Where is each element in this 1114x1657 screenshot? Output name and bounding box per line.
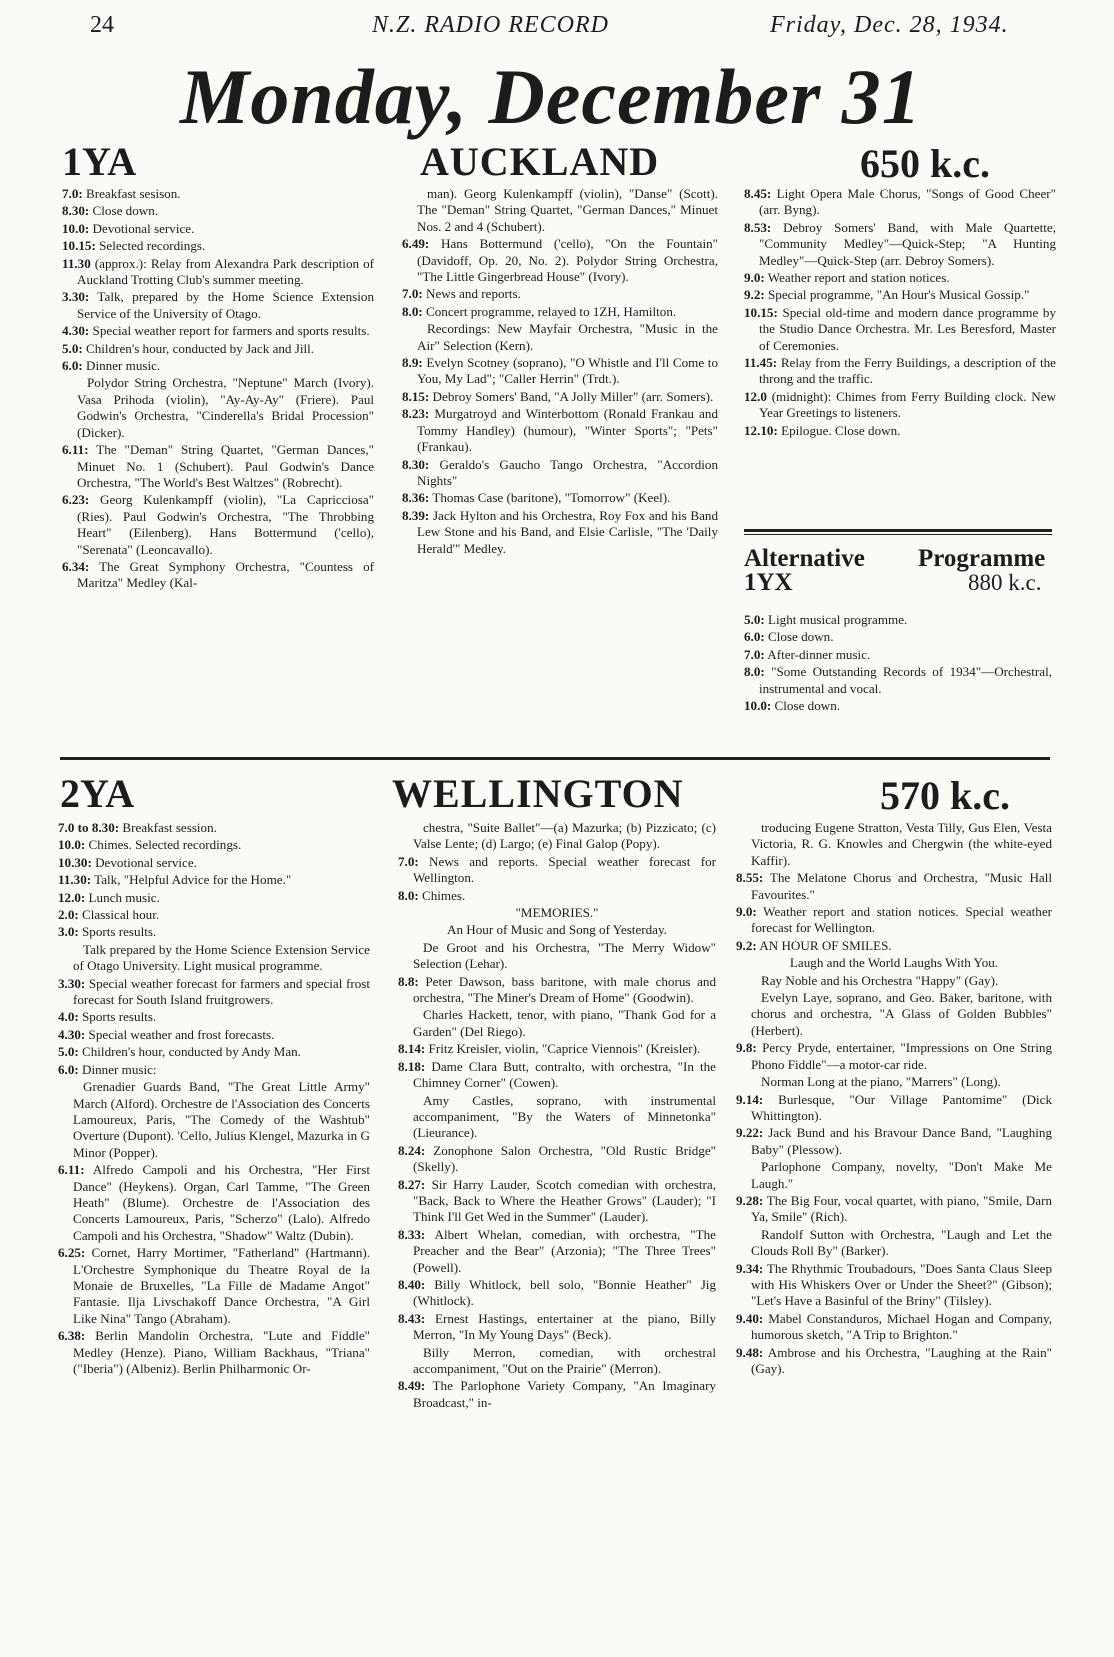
entry-time: 8.27: xyxy=(398,1176,426,1192)
entry-time: 8.15: xyxy=(402,388,430,404)
entry-text: Dinner music. xyxy=(82,358,161,374)
divider xyxy=(744,529,1052,532)
entry-time: 9.40: xyxy=(736,1310,764,1326)
entry-text: Recordings: New Mayfair Orchestra, "Music in the Air" Selection (Kern). xyxy=(417,321,718,353)
program-entry xyxy=(58,1245,370,1327)
entry-time: 6.0: xyxy=(744,629,765,645)
program-entry xyxy=(402,457,718,490)
entry-time: 8.55: xyxy=(736,870,764,886)
program-entry xyxy=(398,922,716,938)
alternative-heading: Alternative xyxy=(744,545,865,572)
entry-time: 4.30: xyxy=(62,323,90,339)
entry-text: Close down. xyxy=(89,203,159,219)
program-entry xyxy=(736,1261,1052,1310)
entry-time: 11.30 xyxy=(62,255,91,271)
entry-text: Special old-time and modern dance programme by the Studio Dance Orchestra. Mr. Les Beresford, Master of Ceremonies. xyxy=(759,304,1056,353)
program-entry xyxy=(398,854,716,887)
program-entry xyxy=(736,1074,1052,1090)
program-entry xyxy=(736,973,1052,989)
entry-time: 9.34: xyxy=(736,1260,764,1276)
entry-text: Thomas Case (baritone), "Tomorrow" (Keel). xyxy=(429,490,671,506)
program-entry xyxy=(62,492,374,558)
entry-time: 9.28: xyxy=(736,1192,764,1208)
entry-text: (midnight): Chimes from Ferry Building clock. New Year Greetings to listeners. xyxy=(759,388,1056,421)
entry-text: News and reports. xyxy=(422,286,521,302)
entry-text: Polydor String Orchestra, "Neptune" March (Ivory). Vasa Prihoda (violin), "Ay-Ay-Ay" (Friere). Paul Godwin's Orchestra, "Cinderella's Bridal Procession" (Dicker). xyxy=(77,375,374,440)
entry-text: chestra, "Suite Ballet"—(a) Mazurka; (b) Pizzicato; (c) Valse Lente; (d) Largo; (e) Final Galop (Popy). xyxy=(413,820,716,852)
entry-text: The Great Symphony Orchestra, "Countess of Maritza" Medley (Kal- xyxy=(77,558,374,591)
program-entry xyxy=(744,355,1056,388)
entry-time: 9.48: xyxy=(736,1344,764,1360)
station-frequency-570: 570 k.c. xyxy=(880,773,1010,818)
entry-text: "MEMORIES." xyxy=(515,905,599,921)
program-entry xyxy=(398,1093,716,1142)
program-column-1yx xyxy=(744,612,1052,715)
program-entry xyxy=(62,341,374,357)
program-entry xyxy=(402,321,718,354)
entry-text: Ernest Hastings, entertainer at the piano, Billy Merron, "In My Young Days" (Beck). xyxy=(413,1310,716,1343)
entry-time: 8.9: xyxy=(402,355,423,371)
program-entry xyxy=(402,508,718,557)
program-entry xyxy=(58,855,370,871)
program-entry xyxy=(398,1345,716,1378)
program-entry xyxy=(398,1059,716,1092)
program-entry xyxy=(58,872,370,888)
program-entry xyxy=(744,647,1052,663)
entry-text: Ambrose and his Orchestra, "Laughing at the Rain" (Gay). xyxy=(751,1344,1052,1376)
program-entry xyxy=(398,974,716,1007)
program-entry xyxy=(58,1079,370,1161)
program-entry xyxy=(58,1062,370,1078)
entry-text: Dame Clara Butt, contralto, with orchestra, "In the Chimney Corner" (Cowen). xyxy=(413,1058,716,1091)
entry-text: Amy Castles, soprano, with instrumental accompaniment, "By the Waters of Minnetonka" (Lieurance). xyxy=(413,1092,716,1141)
entry-time: 8.39: xyxy=(402,507,430,523)
entry-time: 10.30: xyxy=(58,854,92,870)
program-entry xyxy=(744,698,1052,714)
entry-text: Weather report and station notices. xyxy=(764,270,950,286)
entry-text: "Some Outstanding Records of 1934"—Orchestral, instrumental and vocal. xyxy=(759,664,1052,696)
program-entry xyxy=(402,186,718,235)
entry-time: 6.0: xyxy=(62,358,83,374)
entry-text: Sports results. xyxy=(78,924,157,940)
station-callsign-2ya: 2YA xyxy=(60,771,135,816)
program-entry xyxy=(736,1227,1052,1260)
program-entry xyxy=(402,406,718,455)
entry-text: Charles Hackett, tenor, with piano, "Thank God for a Garden" (Del Riego). xyxy=(413,1007,716,1039)
program-column-2ya-3 xyxy=(736,820,1052,1378)
station-callsign-1yx: 1YX xyxy=(744,569,793,596)
divider xyxy=(744,534,1052,535)
entry-time: 7.0: xyxy=(744,646,765,662)
entry-text: Geraldo's Gaucho Tango Orchestra, "Accordion Nights" xyxy=(417,456,718,488)
program-entry xyxy=(744,305,1056,354)
entry-time: 8.30: xyxy=(402,456,430,472)
program-entry xyxy=(62,559,374,592)
station-callsign-1ya: 1YA xyxy=(62,139,137,184)
entry-time: 4.0: xyxy=(58,1009,79,1025)
entry-time: 6.11: xyxy=(62,442,89,458)
entry-time: 6.0: xyxy=(58,1061,79,1077)
entry-time: 8.36: xyxy=(402,490,430,506)
entry-text: Cornet, Harry Mortimer, "Fatherland" (Hartmann). L'Orchestre Symphonique du Theatre Royal de la Monaie de Bruxelles, "La Fille de Madame Angot" Fantasie. Ilja Livschakoff Dance Orchestra, "A Girl Like Nina" Tango (Abraham). xyxy=(73,1245,370,1326)
program-entry xyxy=(62,323,374,339)
entry-text: Randolf Sutton with Orchestra, "Laugh and Let the Clouds Roll By" (Barker). xyxy=(751,1226,1052,1259)
entry-text: Hans Bottermund ('cello), "On the Fountain" (Davidoff, Op. 20, No. 2). Polydor String Orchestra, "The Little Gingerbread House" (Ivory). xyxy=(417,236,718,285)
entry-text: (approx.): Relay from Alexandra Park description of Auckland Trotting Club's summer meeting. xyxy=(77,255,374,288)
program-entry xyxy=(744,664,1052,697)
entry-time: 10.15: xyxy=(62,238,96,254)
program-column-1ya-1 xyxy=(62,186,374,593)
program-entry xyxy=(398,1277,716,1310)
entry-text: Evelyn Laye, soprano, and Geo. Baker, baritone, with chorus and orchestra, "A Glass of Golden Bubbles" (Herbert). xyxy=(751,990,1052,1038)
entry-time: 7.0: xyxy=(402,286,423,302)
program-entry xyxy=(398,1311,716,1344)
program-entry xyxy=(402,286,718,302)
entry-text: Devotional service. xyxy=(91,854,197,870)
program-entry xyxy=(398,1143,716,1176)
entry-text: Light musical programme. xyxy=(764,612,908,627)
program-entry xyxy=(736,1159,1052,1192)
entry-text: Norman Long at the piano, "Marrers" (Long). xyxy=(761,1074,1001,1090)
program-entry xyxy=(398,888,716,904)
program-column-1ya-3 xyxy=(744,186,1056,440)
entry-time: 11.30: xyxy=(58,872,92,888)
program-entry xyxy=(62,238,374,254)
entry-text: Georg Kulenkampff (violin), "La Capricciosa" (Ries). Paul Godwin's Orchestra, "The Throbbing Heart" (Eilenberg). Hans Bottermund ('cello), "Serenata" (Leoncavallo). xyxy=(77,492,374,557)
program-entry xyxy=(58,1044,370,1060)
entry-text: The "Deman" String Quartet, "German Dances," Minuet No. 1 (Schubert). Paul Godwin's Dance Orchestra, "The World's Best Waltzes" (Robrecht). xyxy=(77,442,374,490)
program-entry xyxy=(736,1040,1052,1073)
entry-text: De Groot and his Orchestra, "The Merry Widow" Selection (Lehar). xyxy=(413,939,716,972)
entry-time: 8.30: xyxy=(62,203,90,219)
entry-text: Berlin Mandolin Orchestra, "Lute and Fiddle" Medley (Henze). Piano, William Backhaus, "Triana" ("Iberia") (Albeniz). Berlin Philharmonic Or- xyxy=(73,1328,370,1376)
entry-time: 10.0: xyxy=(58,837,86,853)
entry-text: Murgatroyd and Winterbottom (Ronald Frankau and Tommy Handley) (humour), "Winter Sports"; "Pets" (Frankau). xyxy=(417,406,718,455)
entry-text: Evelyn Scotney (soprano), "O Whistle and I'll Come to You, My Lad"; "Caller Herrin" (Trdt.). xyxy=(417,355,718,387)
program-entry xyxy=(744,612,1052,628)
program-entry xyxy=(58,976,370,1009)
entry-text: Alfredo Campoli and his Orchestra, "Her First Dance" (Heykens). Organ, Carl Tamme, "The Green Heath" (Blume). Orchestre de l'Association des Concerts Lamoureux, Paris, "Scherzo" (Lalo). Alfredo Campoli and his Orchestra, "Shadow" Waltz (Dubin). xyxy=(73,1162,370,1243)
program-entry xyxy=(402,304,718,320)
program-entry xyxy=(398,820,716,853)
entry-text: Selected recordings. xyxy=(95,238,206,254)
entry-time: 12.10: xyxy=(744,422,778,438)
entry-time: 8.14: xyxy=(398,1041,426,1057)
entry-time: 8.8: xyxy=(398,973,419,989)
entry-time: 8.24: xyxy=(398,1142,426,1158)
program-entry xyxy=(744,220,1056,269)
entry-time: 8.0: xyxy=(744,664,765,680)
entry-text: Laugh and the World Laughs With You. xyxy=(789,955,999,971)
program-entry xyxy=(736,820,1052,869)
entry-text: Concert programme, relayed to 1ZH, Hamilton. xyxy=(422,303,677,319)
program-entry xyxy=(744,423,1056,439)
program-entry xyxy=(62,221,374,237)
issue-date: Friday, Dec. 28, 1934. xyxy=(770,12,1009,38)
station-frequency-650: 650 k.c. xyxy=(860,141,990,186)
entry-time: 9.0: xyxy=(744,270,765,286)
section-divider xyxy=(60,757,1050,760)
entry-text: Billy Merron, comedian, with orchestral accompaniment, "Out on the Prairie" (Merron). xyxy=(413,1344,716,1376)
entry-text: Special weather forecast for farmers and special frost forecast for South Island fruitgrowers. xyxy=(73,975,370,1008)
program-entry xyxy=(736,955,1052,971)
entry-text: Zonophone Salon Orchestra, "Old Rustic Bridge" (Skelly). xyxy=(413,1142,716,1175)
entry-text: Lunch music. xyxy=(85,889,160,905)
entry-time: 9.22: xyxy=(736,1125,764,1141)
entry-time: 7.0: xyxy=(62,186,83,201)
entry-time: 6.11: xyxy=(58,1162,85,1178)
entry-text: Breakfast sesison. xyxy=(82,186,181,201)
entry-text: Children's hour, conducted by Jack and Jill. xyxy=(82,340,315,356)
entry-text: Albert Whelan, comedian, with orchestra, "The Preacher and the Bear" (Arzonia); "The Three Trees" (Powell). xyxy=(413,1226,716,1275)
program-entry xyxy=(62,289,374,322)
entry-text: Debroy Somers' Band, with Male Quartette, "Community Medley"—Quick-Step; "A Hunting Medley"—Quick-Step (arr. Debroy Somers). xyxy=(759,219,1056,268)
entry-time: 3.0: xyxy=(58,924,79,940)
entry-time: 10.0: xyxy=(62,220,90,236)
entry-time: 8.0: xyxy=(402,303,423,319)
program-entry xyxy=(58,907,370,923)
entry-text: Breakfast session. xyxy=(119,820,217,835)
program-entry xyxy=(736,870,1052,903)
program-entry xyxy=(398,940,716,973)
entry-text: Debroy Somers' Band, "A Jolly Miller" (arr. Somers). xyxy=(429,388,714,404)
entry-time: 6.34: xyxy=(62,558,90,574)
program-entry xyxy=(62,358,374,374)
entry-time: 6.38: xyxy=(58,1328,86,1344)
entry-text: Jack Bund and his Bravour Dance Band, "Laughing Baby" (Plessow). xyxy=(751,1125,1052,1157)
program-entry xyxy=(402,236,718,285)
entry-text: The Big Four, vocal quartet, with piano, "Smile, Darn Ya, Smile" (Rich). xyxy=(751,1192,1052,1225)
entry-time: 10.15: xyxy=(744,304,778,320)
program-entry xyxy=(398,1177,716,1226)
program-entry xyxy=(398,1378,716,1411)
program-entry xyxy=(402,355,718,388)
program-entry xyxy=(62,375,374,441)
entry-time: 9.14: xyxy=(736,1091,764,1107)
programme-heading: Programme xyxy=(918,545,1046,572)
program-entry xyxy=(736,938,1052,954)
entry-text: Fritz Kreisler, violin, "Caprice Viennois" (Kreisler). xyxy=(425,1041,701,1057)
entry-text: The Melatone Chorus and Orchestra, "Music Hall Favourites." xyxy=(751,870,1052,902)
entry-text: Burlesque, "Our Village Pantomime" (Dick Whittington). xyxy=(751,1091,1052,1123)
program-entry xyxy=(62,186,374,202)
program-entry xyxy=(58,890,370,906)
entry-time: 7.0: xyxy=(398,853,419,869)
entry-text: The Parlophone Variety Company, "An Imaginary Broadcast," in- xyxy=(413,1378,716,1410)
entry-text: Jack Hylton and his Orchestra, Roy Fox and his Band Lew Stone and his Band, and Elsie Carlisle, "The 'Daily Herald'" Medley. xyxy=(417,507,718,556)
entry-text: Chimes. Selected recordings. xyxy=(85,837,242,853)
entry-time: 8.23: xyxy=(402,406,430,422)
program-entry xyxy=(744,287,1056,303)
entry-text: The Rhythmic Troubadours, "Does Santa Claus Sleep with His Whiskers Over or Under the Sheet?" (Gibson); "Let's Have a Basinful of the Briny" (Tilsley). xyxy=(751,1260,1052,1309)
publication-name: N.Z. RADIO RECORD xyxy=(372,12,609,38)
program-entry xyxy=(58,837,370,853)
station-frequency-880: 880 k.c. xyxy=(968,570,1042,595)
entry-time: 8.43: xyxy=(398,1310,426,1326)
entry-time: 3.30: xyxy=(62,289,90,305)
program-entry xyxy=(58,1328,370,1377)
entry-time: 4.30: xyxy=(58,1026,86,1042)
program-entry xyxy=(402,490,718,506)
entry-time: 5.0: xyxy=(744,612,765,627)
entry-text: Ray Noble and his Orchestra "Happy" (Gay). xyxy=(761,972,999,988)
program-entry xyxy=(744,389,1056,422)
program-column-2ya-1 xyxy=(58,820,370,1378)
entry-time: 8.0: xyxy=(398,887,419,903)
program-entry xyxy=(398,1041,716,1057)
entry-text: Relay from the Ferry Buildings, a description of the throng and the traffic. xyxy=(759,355,1056,387)
entry-time: 12.0: xyxy=(58,889,86,905)
program-entry xyxy=(736,1092,1052,1125)
entry-text: Devotional service. xyxy=(89,220,195,236)
program-entry xyxy=(62,442,374,491)
entry-time: 7.0 to 8.30: xyxy=(58,820,120,835)
entry-time: 5.0: xyxy=(62,340,83,356)
entry-text: An Hour of Music and Song of Yesterday. xyxy=(447,922,667,938)
entry-text: Parlophone Company, novelty, "Don't Make Me Laugh." xyxy=(751,1159,1052,1191)
program-column-1ya-2 xyxy=(402,186,718,558)
program-entry xyxy=(736,1193,1052,1226)
entry-text: Special weather and frost forecasts. xyxy=(85,1026,275,1042)
program-entry xyxy=(58,1027,370,1043)
entry-text: Peter Dawson, bass baritone, with male chorus and orchestra, "The Miner's Dream of Home" (Goodwin). xyxy=(413,973,716,1006)
entry-time: 3.30: xyxy=(58,975,86,991)
entry-text: Talk prepared by the Home Science Extension Service of Otago University. Light musical programme. xyxy=(73,941,370,974)
program-entry xyxy=(398,1227,716,1276)
entry-text: Mabel Constanduros, Michael Hogan and Company, humorous sketch, "A Trip to Brighton." xyxy=(751,1310,1052,1343)
entry-text: Billy Whitlock, bell solo, "Bonnie Heather" Jig (Whitlock). xyxy=(413,1276,716,1309)
entry-time: 2.0: xyxy=(58,907,79,923)
entry-text: man). Georg Kulenkampff (violin), "Danse" (Scott). The "Deman" String Quartet, "German Dances," Minuet Nos. 2 and 4 (Schubert). xyxy=(417,186,718,234)
station-city-auckland: AUCKLAND xyxy=(420,139,660,184)
entry-time: 12.0 xyxy=(744,388,767,404)
entry-time: 8.40: xyxy=(398,1276,426,1292)
program-entry xyxy=(58,1009,370,1025)
program-entry xyxy=(398,905,716,921)
program-entry xyxy=(398,1007,716,1040)
entry-time: 9.0: xyxy=(736,904,757,920)
program-column-2ya-2 xyxy=(398,820,716,1412)
entry-time: 8.45: xyxy=(744,186,772,201)
program-entry xyxy=(736,904,1052,937)
entry-time: 6.49: xyxy=(402,236,430,252)
program-entry xyxy=(62,203,374,219)
entry-text: Classical hour. xyxy=(78,907,160,923)
program-entry xyxy=(736,990,1052,1039)
station-city-wellington: WELLINGTON xyxy=(392,771,684,816)
day-title: Monday, December 31 xyxy=(180,53,922,140)
entry-text: AN HOUR OF SMILES. xyxy=(756,937,892,953)
program-entry xyxy=(736,1125,1052,1158)
entry-text: Close down. xyxy=(771,698,841,714)
entry-time: 9.8: xyxy=(736,1040,757,1056)
entry-time: 11.45: xyxy=(744,355,778,371)
entry-time: 8.49: xyxy=(398,1378,426,1394)
program-entry xyxy=(58,1162,370,1244)
entry-text: Grenadier Guards Band, "The Great Little Army" March (Alford). Orchestre de l'Association des Concerts Lamoureux, Paris, "The Comedy of the Washtub" Overture (Dupont). 'Cello, Julius Klengel, Mazurka in G Minor (Popper). xyxy=(73,1079,370,1160)
entry-text: Sports results. xyxy=(78,1009,157,1025)
entry-time: 8.33: xyxy=(398,1226,426,1242)
entry-time: 6.23: xyxy=(62,492,90,508)
program-entry xyxy=(736,1311,1052,1344)
program-entry xyxy=(744,629,1052,645)
entry-text: Sir Harry Lauder, Scotch comedian with orchestra, "Back, Back to Where the Heather Grows" (Lauder); "I Think I'll Get Wed in the Summer" (Lauder). xyxy=(413,1176,716,1225)
program-entry xyxy=(58,820,370,836)
entry-text: After-dinner music. xyxy=(764,646,871,662)
entry-time: 10.0: xyxy=(744,698,772,714)
entry-text: Special weather report for farmers and sports results. xyxy=(89,323,370,339)
program-entry xyxy=(744,270,1056,286)
program-entry xyxy=(58,924,370,940)
program-entry xyxy=(744,186,1056,219)
program-entry xyxy=(736,1345,1052,1378)
program-entry xyxy=(58,942,370,975)
entry-text: Special programme, "An Hour's Musical Gossip." xyxy=(764,287,1030,303)
program-entry xyxy=(62,256,374,289)
entry-text: Weather report and station notices. Special weather forecast for Wellington. xyxy=(751,904,1052,936)
entry-text: Dinner music: xyxy=(78,1061,157,1077)
entry-time: 8.18: xyxy=(398,1058,426,1074)
program-entry xyxy=(402,389,718,405)
entry-text: Chimes. xyxy=(418,887,466,903)
entry-text: Talk, prepared by the Home Science Extension Service of the University of Otago. xyxy=(77,289,374,321)
entry-text: News and reports. Special weather forecast for Wellington. xyxy=(413,853,716,886)
entry-text: troducing Eugene Stratton, Vesta Tilly, Gus Elen, Vesta Victoria, R. G. Knowles and Chergwin (the white-eyed Kaffir). xyxy=(751,820,1052,868)
page-number: 24 xyxy=(90,12,114,38)
entry-time: 6.25: xyxy=(58,1245,86,1261)
entry-text: Talk, "Helpful Advice for the Home." xyxy=(91,872,292,888)
entry-text: Light Opera Male Chorus, "Songs of Good Cheer" (arr. Byng). xyxy=(759,186,1056,218)
entry-time: 8.53: xyxy=(744,219,772,235)
entry-time: 9.2: xyxy=(744,287,765,303)
entry-text: Epilogue. Close down. xyxy=(777,422,901,438)
entry-text: Close down. xyxy=(764,629,834,645)
entry-time: 5.0: xyxy=(58,1044,79,1060)
entry-time: 9.2: xyxy=(736,937,757,953)
entry-text: Percy Pryde, entertainer, "Impressions on One String Phono Fiddle"—a motor-car ride. xyxy=(751,1040,1052,1072)
entry-text: Children's hour, conducted by Andy Man. xyxy=(78,1044,301,1060)
